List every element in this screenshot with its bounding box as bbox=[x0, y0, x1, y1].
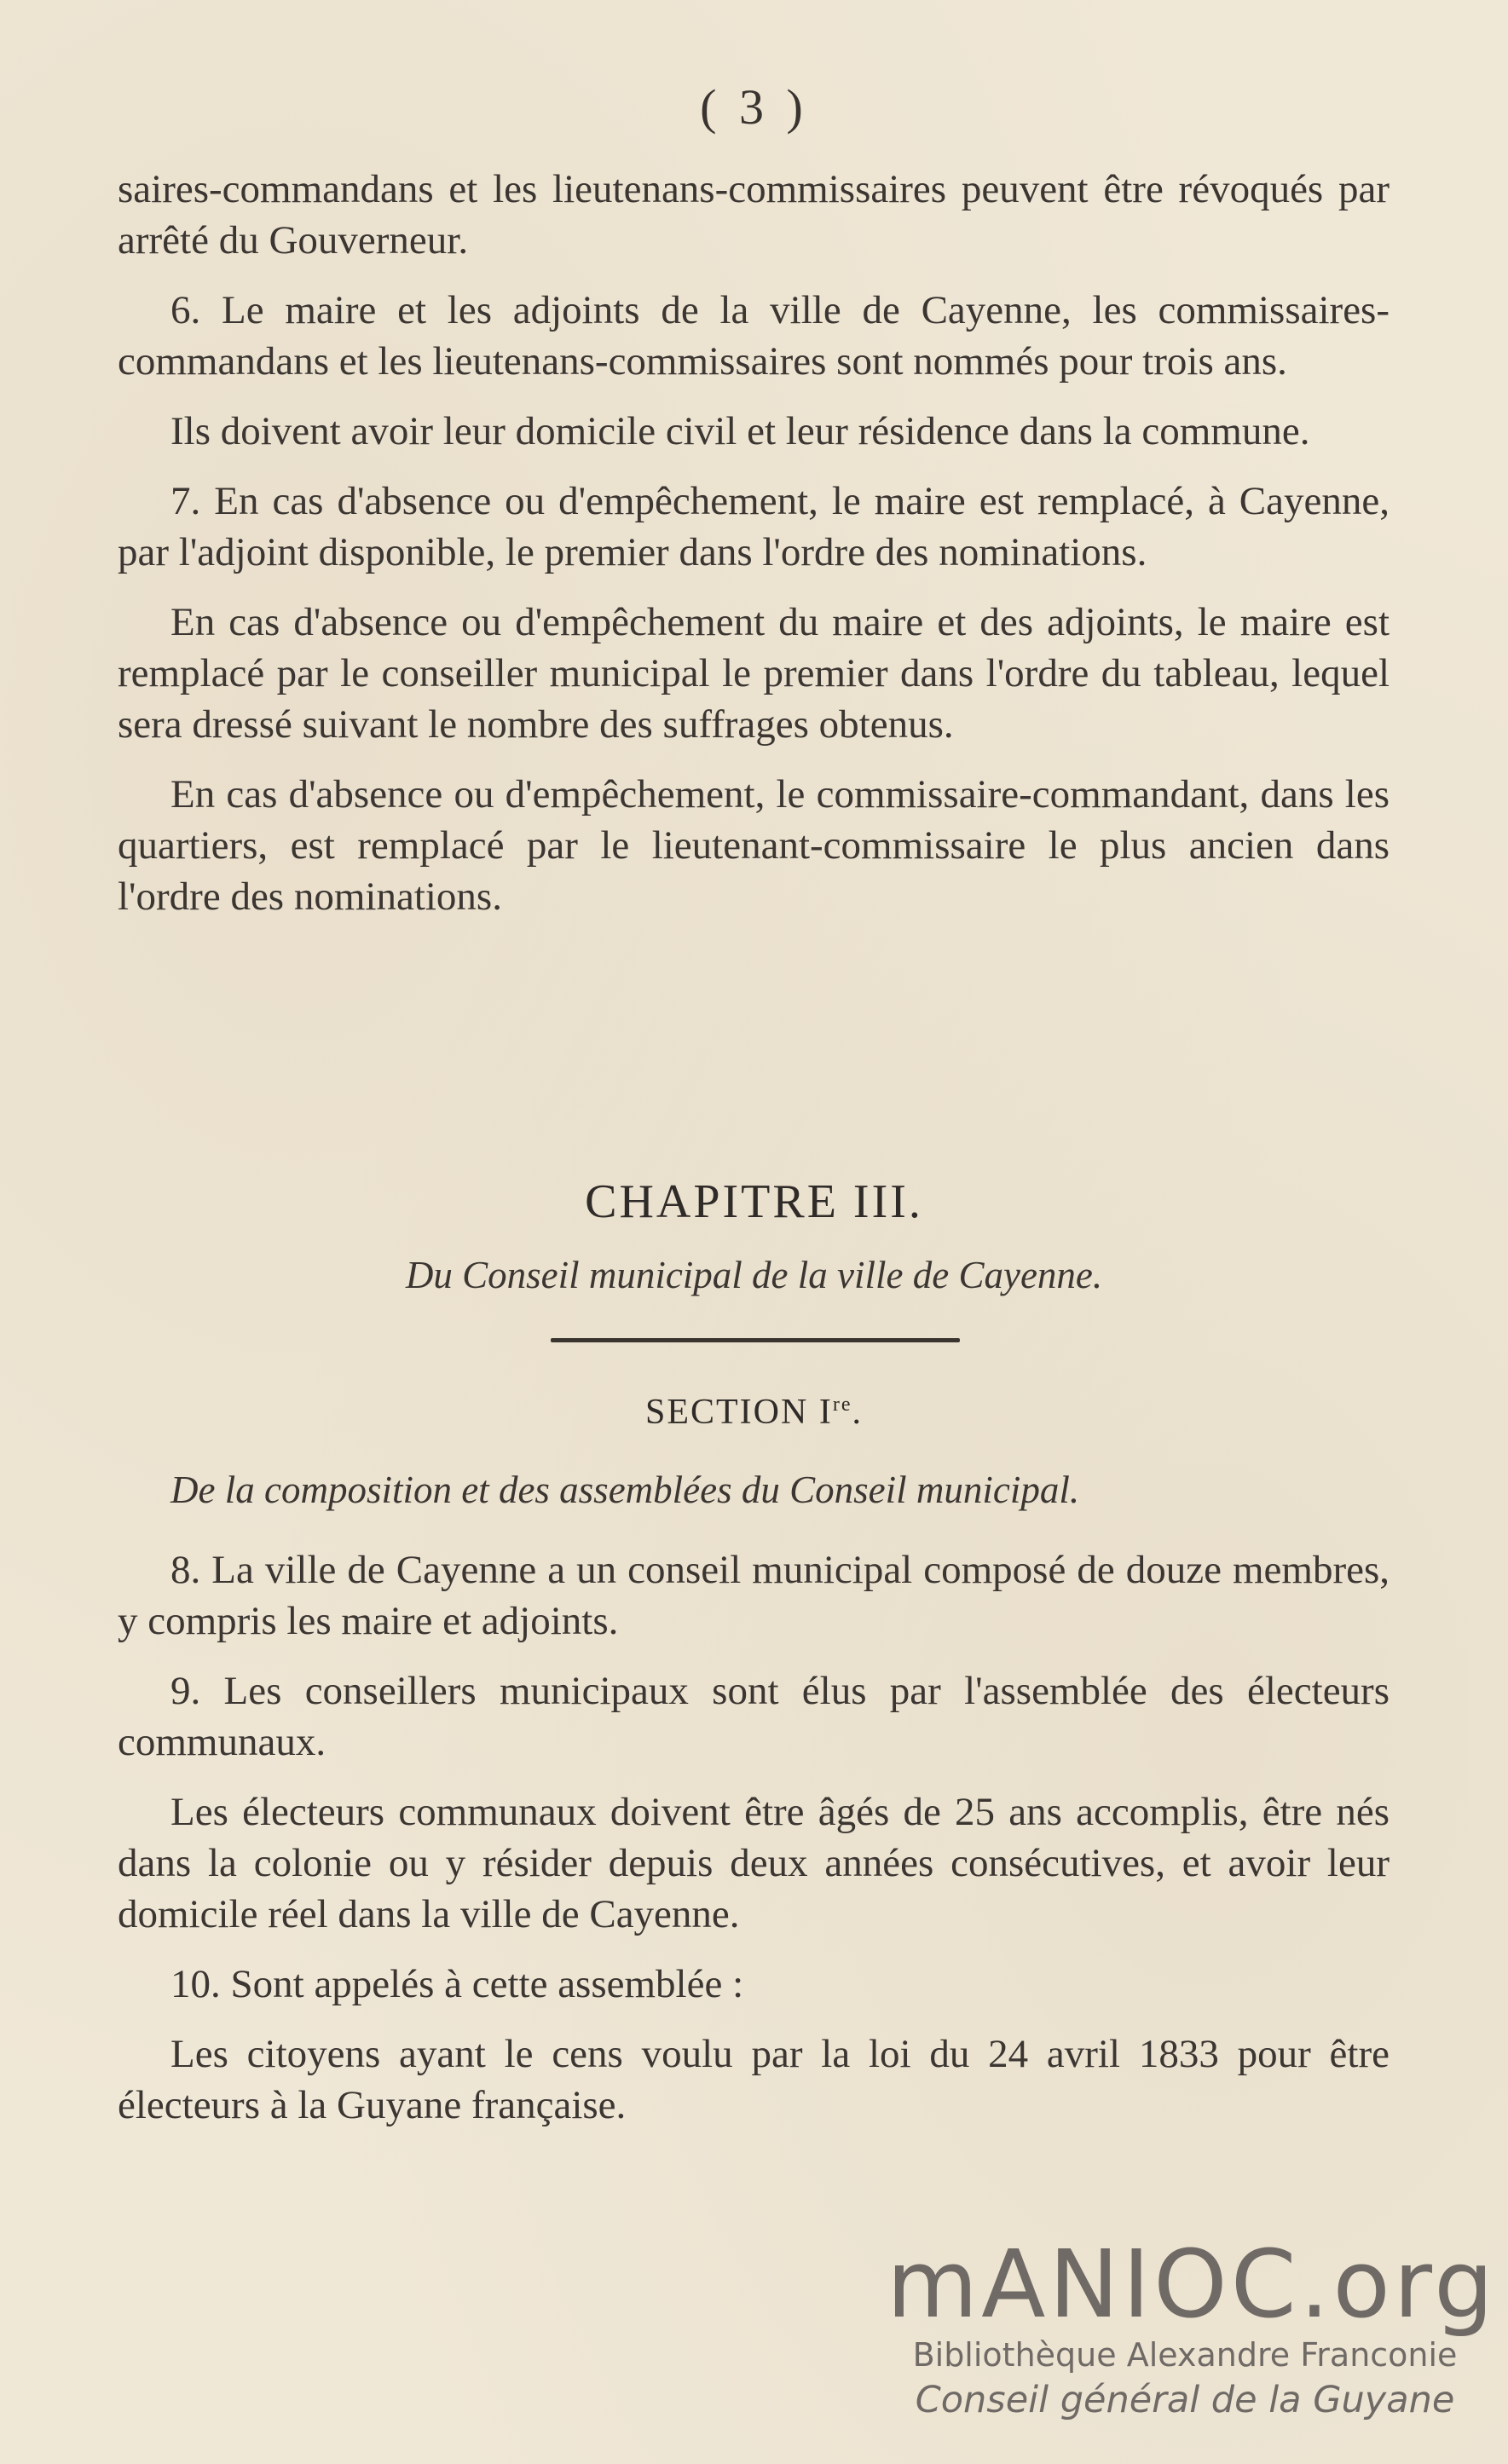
paragraph-citoyens: Les citoyens ayant le cens voulu par la loi du 24 avril 1833 pour être électeurs à la Guyane française. bbox=[118, 2032, 1390, 2127]
chapter-subtitle: Du Conseil municipal de la ville de Cayenne. bbox=[405, 1254, 1103, 1296]
watermark-library: Bibliothèque Alexandre Franconie bbox=[912, 2336, 1458, 2374]
paragraph-article-10: 10. Sont appelés à cette assemblée : bbox=[170, 1962, 744, 2006]
paragraph-article-6: 6. Le maire et les adjoints de la ville de Cayenne, les commissaires-commandans et les lieutenans-commissaires sont nommés pour trois ans. bbox=[118, 288, 1390, 384]
watermark-council: Conseil général de la Guyane bbox=[915, 2379, 1455, 2421]
paragraph-article-9: 9. Les conseillers municipaux sont élus par l'assemblée des électeurs communaux. bbox=[118, 1669, 1390, 1764]
paragraph-article-8: 8. La ville de Cayenne a un conseil municipal composé de douze membres, y compris les maire et adjoints. bbox=[118, 1548, 1390, 1643]
divider-rule bbox=[551, 1338, 960, 1342]
paragraph-continuation: saires-commandans et les lieutenans-commissaires peuvent être révoqués par arrêté du Gouverneur. bbox=[118, 167, 1390, 263]
paragraph-absence-maire: En cas d'absence ou d'empêchement du maire et des adjoints, le maire est remplacé par le conseiller municipal le premier dans l'ordre du tableau, lequel sera dressé suivant le nombre des suffrages obtenus. bbox=[118, 600, 1390, 747]
paragraph-electeurs: Les électeurs communaux doivent être âgés de 25 ans accomplis, être nés dans la colonie ou y résider depuis deux années consécutives, et avoir leur domicile réel dans la ville de Cayenne. bbox=[118, 1790, 1390, 1936]
body-text-top bbox=[118, 164, 1390, 922]
section-title-sup: re bbox=[832, 1394, 852, 1416]
section-title-end: . bbox=[852, 1393, 863, 1432]
section-subtitle: De la composition et des assemblées du Conseil municipal. bbox=[170, 1469, 1080, 1511]
manioc-watermark bbox=[887, 2230, 1497, 2421]
page-number: ( 3 ) bbox=[700, 79, 808, 135]
manioc-logo: mANIOC.org bbox=[887, 2230, 1497, 2339]
paragraph-domicile: Ils doivent avoir leur domicile civil et leur résidence dans la commune. bbox=[170, 409, 1310, 453]
paragraph-article-7: 7. En cas d'absence ou d'empêchement, le maire est remplacé, à Cayenne, par l'adjoint disponible, le premier dans l'ordre des nominations. bbox=[118, 479, 1390, 574]
paragraph-absence-commissaire: En cas d'absence ou d'empêchement, le commissaire-commandant, dans les quartiers, est remplacé par le lieutenant-commissaire le plus ancien dans l'ordre des nominations. bbox=[118, 772, 1390, 919]
section-title bbox=[0, 1392, 1508, 1433]
chapter-title: CHAPITRE III. bbox=[585, 1175, 923, 1228]
body-text-bottom bbox=[118, 1544, 1390, 2131]
section-title-text: SECTION I bbox=[645, 1393, 833, 1432]
